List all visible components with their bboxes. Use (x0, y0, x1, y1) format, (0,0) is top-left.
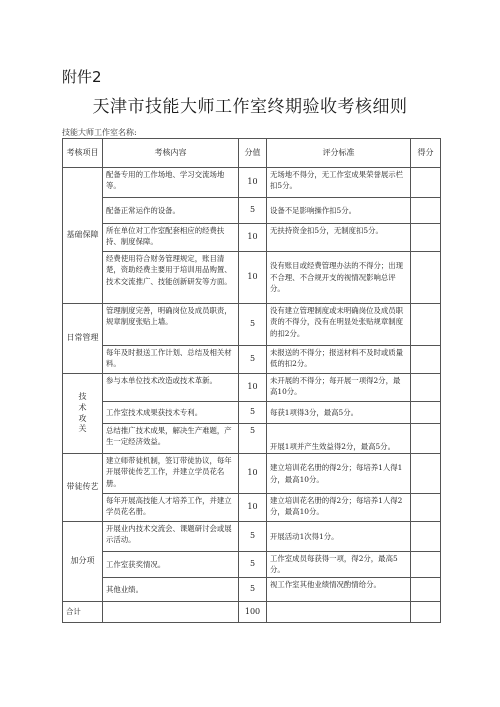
score-cell: 5 (239, 578, 267, 602)
score-cell: 10 (239, 168, 267, 198)
standard-cell: 未开展的不得分；每开展一项得2分，最高10分。 (267, 374, 411, 402)
total-row (63, 602, 441, 623)
content-cell: 工作室技术成果获技术专利。 (103, 402, 239, 424)
score-cell: 10 (239, 454, 267, 494)
table-row (63, 346, 441, 374)
points-cell[interactable] (411, 552, 441, 578)
score-cell: 5 (239, 402, 267, 424)
table-row (63, 252, 441, 304)
standard-cell: 每获1项得3分，最高5分。 (267, 402, 411, 424)
standard-cell: 建立培训花名册的得2分；每培养1人得1分，最高10分。 (267, 454, 411, 494)
standard-cell: 未报送的不得分；报送材料不及时或质量低的扣2分。 (267, 346, 411, 374)
table-row (63, 494, 441, 522)
table-row (63, 168, 441, 198)
content-cell: 其他业绩。 (103, 578, 239, 602)
standard-cell: 没有账目或经费管理办法的不得分；出现不合理、不合规开支的视情况影响总评分。 (267, 252, 411, 304)
content-cell: 每年及时报送工作计划、总结及相关材料。 (103, 346, 239, 374)
content-cell: 开展业内技术交流会、课题研讨会或展示活动。 (103, 522, 239, 552)
points-cell[interactable] (411, 374, 441, 402)
content-cell: 配备正常运作的设备。 (103, 198, 239, 224)
table-row (63, 424, 441, 454)
total-label: 合计 (63, 602, 103, 623)
content-cell: 经费使用符合财务管理规定，账目清楚，资助经费主要用于培训用品购置、技术交流推广、技能创新研发等方面。 (103, 252, 239, 304)
table-row (63, 224, 441, 252)
header-score: 分值 (239, 139, 267, 168)
category-tech-label: 技术攻关 (78, 391, 87, 434)
table-row (63, 304, 441, 346)
attachment-label: 附件2 (62, 68, 102, 86)
standard-cell: 开展1项并产生效益得2分，最高5分。 (267, 424, 411, 454)
score-cell: 10 (239, 224, 267, 252)
content-cell: 所在单位对工作室配套相应的经费扶持、制度保障。 (103, 224, 239, 252)
category-mentor: 带徒传艺 (63, 454, 103, 522)
points-cell[interactable] (411, 304, 441, 346)
score-cell: 5 (239, 304, 267, 346)
total-points-cell[interactable] (411, 602, 441, 623)
standard-cell: 工作室成员每获得一项，得2分，最高5分。 (267, 552, 411, 578)
studio-name-label: 技能大师工作室名称: (62, 128, 137, 137)
points-cell[interactable] (411, 224, 441, 252)
total-standard-blank (267, 602, 411, 623)
page-title: 天津市技能大师工作室终期验收考核细则 (92, 97, 408, 117)
points-cell[interactable] (411, 454, 441, 494)
header-standard: 评分标准 (267, 139, 411, 168)
points-cell[interactable] (411, 522, 441, 552)
table-row (63, 374, 441, 402)
points-cell[interactable] (411, 252, 441, 304)
score-cell: 5 (239, 346, 267, 374)
content-cell: 管理制度完善，明确岗位及成员职责，规章制度张贴上墙。 (103, 304, 239, 346)
category-basic: 基础保障 (63, 168, 103, 304)
standard-cell: 开展活动1次得1分。 (267, 522, 411, 552)
points-cell[interactable] (411, 402, 441, 424)
content-cell: 每年开展高技能人才培养工作，并建立学员花名册。 (103, 494, 239, 522)
points-cell[interactable] (411, 168, 441, 198)
points-cell[interactable] (411, 578, 441, 602)
score-cell: 5 (239, 522, 267, 552)
score-cell: 5 (239, 424, 267, 454)
header-content: 考核内容 (103, 139, 239, 168)
standard-cell: 无场地不得分，无工作室成果荣誉展示栏扣5分。 (267, 168, 411, 198)
table-row (63, 578, 441, 602)
standard-cell: 没有建立管理制度或未明确岗位及成员职责的不得分，没有在明显处张贴规章制度的扣2分。 (267, 304, 411, 346)
category-tech (63, 374, 103, 454)
content-cell: 配备专用的工作场地、学习交流场地等。 (103, 168, 239, 198)
points-cell[interactable] (411, 346, 441, 374)
content-cell: 总结推广技术成果，解决生产难题，产生一定经济效益。 (103, 424, 239, 454)
points-cell[interactable] (411, 198, 441, 224)
content-cell: 工作室获奖情况。 (103, 552, 239, 578)
table-row (63, 522, 441, 552)
score-cell: 10 (239, 374, 267, 402)
table-header-row (63, 139, 441, 168)
header-project: 考核项目 (63, 139, 103, 168)
category-daily: 日常管理 (63, 304, 103, 374)
standard-cell: 无扶持资金扣5分，无制度扣5分。 (267, 224, 411, 252)
score-cell: 10 (239, 494, 267, 522)
content-cell: 建立师带徒机制，签订带徒协议，每年开展带徒传艺工作，并建立学员花名册。 (103, 454, 239, 494)
points-cell[interactable] (411, 494, 441, 522)
table-row (63, 454, 441, 494)
category-bonus: 加分项 (63, 522, 103, 602)
score-cell: 10 (239, 252, 267, 304)
table-row (63, 402, 441, 424)
header-points: 得分 (411, 139, 441, 168)
score-cell: 5 (239, 198, 267, 224)
assessment-table (62, 138, 441, 623)
points-cell[interactable] (411, 424, 441, 454)
standard-cell: 视工作室其他业绩情况酌情给分。 (267, 578, 411, 602)
total-score: 100 (239, 602, 267, 623)
content-cell: 参与本单位技术改造或技术革新。 (103, 374, 239, 402)
table-row (63, 198, 441, 224)
total-content-blank (103, 602, 239, 623)
standard-cell: 建立培训花名册的得2分；每培养1人得2分，最高10分。 (267, 494, 411, 522)
score-cell: 5 (239, 552, 267, 578)
table-row (63, 552, 441, 578)
standard-cell: 设备不足影响操作扣5分。 (267, 198, 411, 224)
